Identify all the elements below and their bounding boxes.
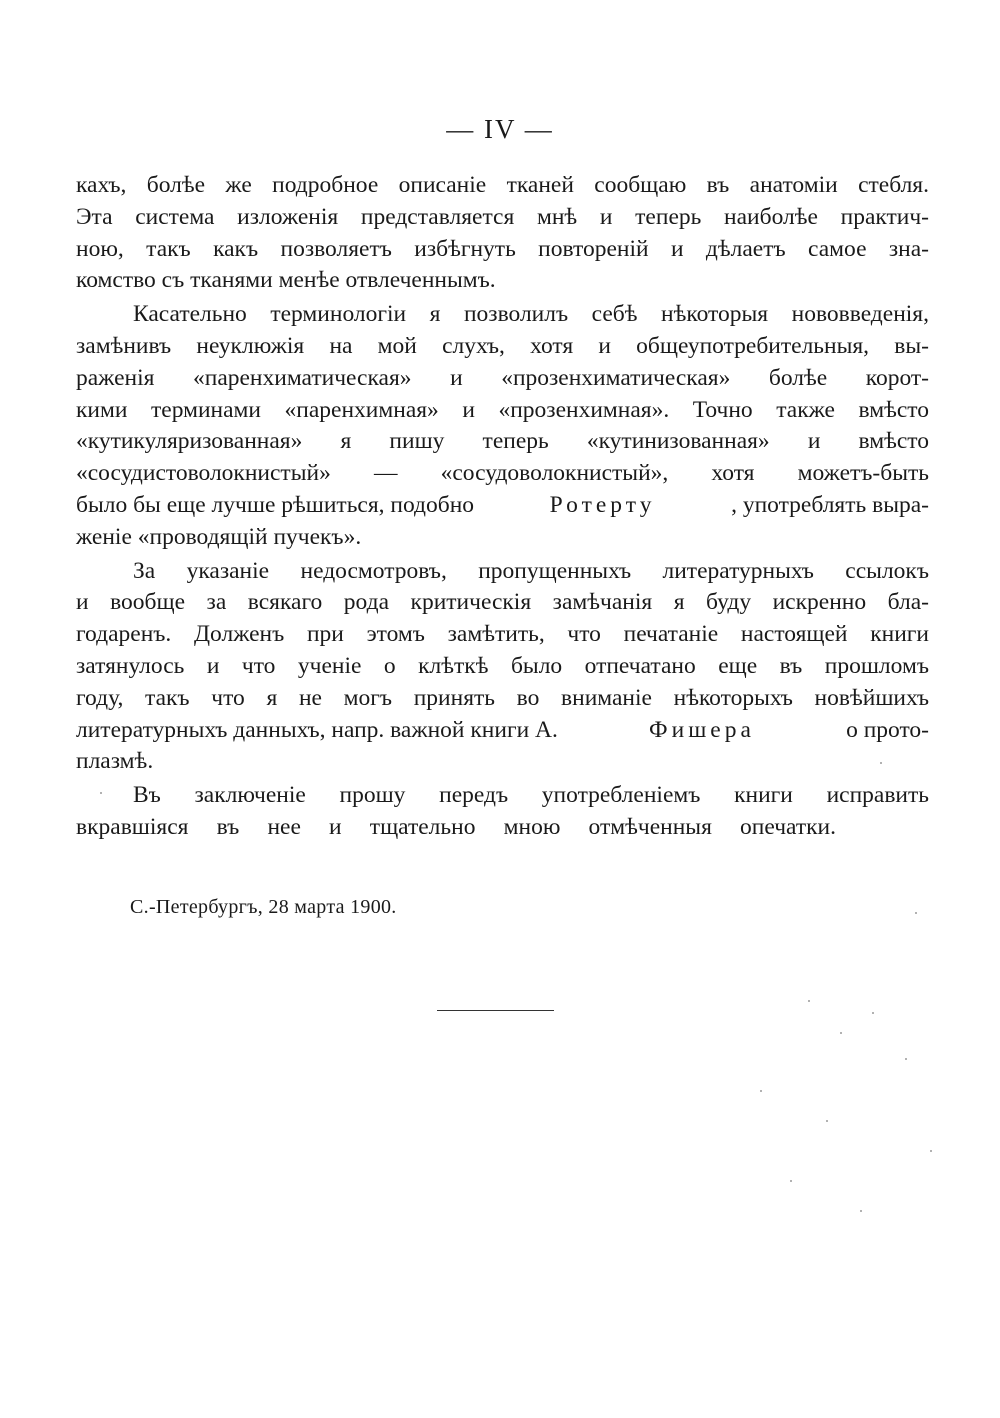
text-line: Эта система изложенiя представляется мнѣ и теперь наиболѣе практич- — [76, 203, 929, 230]
text-line: вкравшiяся въ нее и тщательно мною отмѣченныя опечатки. — [76, 813, 836, 840]
text-line: «кутикуляризованная» я пишу теперь «кутинизованная» и вмѣсто — [76, 428, 929, 455]
paragraph-3 — [76, 556, 929, 779]
text-line: «сосудистоволокнистый» — «сосудоволокнистый», хотя можетъ-быть — [76, 460, 929, 487]
text-line: ною, такъ какъ позволяетъ избѣгнуть повторенiй и дѣлаетъ самое зна- — [76, 235, 929, 262]
text-line: году, такъ что я не могъ принять во вниманiе нѣкоторыхъ новѣйшихъ — [76, 684, 929, 711]
text-line-composite — [76, 715, 929, 747]
text-line: замѣнивъ неуклюжiя на мой слухъ, хотя и общеупотребительныя, вы- — [76, 332, 929, 359]
dateline: С.-Петербургъ, 28 марта 1900. — [130, 896, 397, 918]
text-fragment: было бы еще лучше рѣшиться, подобно — [76, 491, 475, 518]
text-line: комство съ тканями менѣе отвлеченнымъ. — [76, 267, 496, 294]
page-number: — IV — — [446, 114, 554, 144]
text-line: За указанiе недосмотровъ, пропущенныхъ литературныхъ ссылокъ — [133, 557, 929, 584]
text-fragment: литературныхъ данныхъ, напр. важной книги А. — [76, 716, 558, 743]
text-line: Касательно терминологiи я позволилъ себѣ нѣкоторыя нововведенiя, — [133, 301, 929, 328]
text-fragment: о прото- — [846, 716, 929, 743]
text-line: женiе «проводящiй пучекъ». — [76, 523, 362, 550]
text-line: кахъ, болѣе же подробное описанiе тканей сообщаю въ анатомiи стебля. — [76, 172, 929, 198]
text-line: плазмѣ. — [76, 748, 154, 775]
paragraph-1 — [76, 170, 929, 297]
text-line: Въ заключенiе прошу передъ употребленiемъ книги исправить — [133, 782, 929, 809]
end-rule-divider — [437, 1010, 554, 1011]
author-name-roterta: Ротерту — [549, 491, 656, 518]
text-line-composite — [76, 490, 929, 522]
text-line: кими терминами «паренхимная» и «прозенхимная». Точно также вмѣсто — [76, 396, 929, 423]
text-line: и вообще за всякаго рода критическiя замѣчанiя я буду искренно бла- — [76, 589, 929, 616]
paragraph-2 — [76, 299, 929, 553]
author-name-fischer: Фишера — [649, 716, 755, 743]
text-line: годаренъ. Долженъ при этомъ замѣтить, что печатанiе настоящей книги — [76, 621, 929, 648]
text-line: раженiя «паренхиматическая» и «прозенхиматическая» болѣе корот- — [76, 364, 929, 391]
text-line: затянулось и что ученiе о клѣткѣ было отпечатано еще въ прошломъ — [76, 652, 929, 679]
body-text — [76, 170, 929, 844]
paragraph-4 — [76, 780, 929, 844]
text-fragment: , употреблять выра- — [731, 491, 929, 518]
